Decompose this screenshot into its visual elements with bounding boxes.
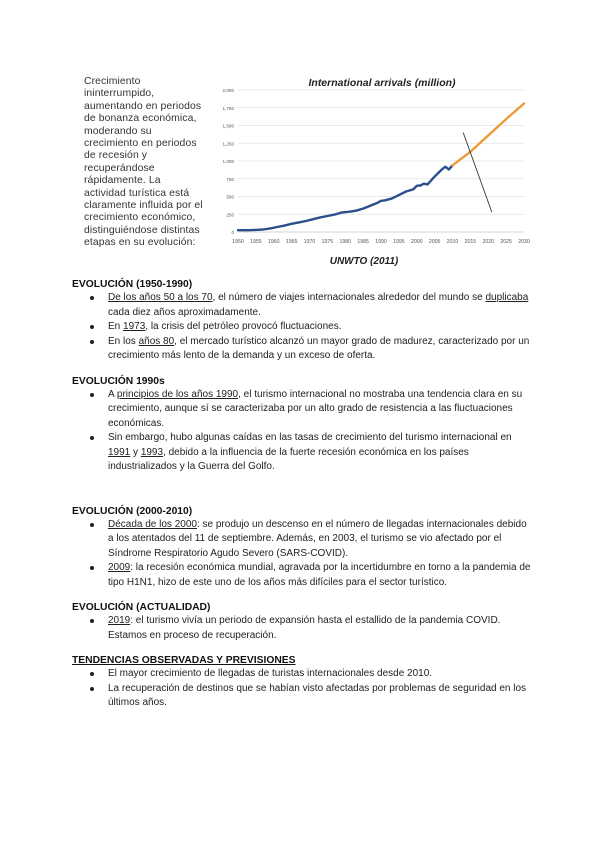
bullet-list	[72, 518, 532, 591]
x-tick-label: 1950	[232, 239, 244, 245]
section-title: EVOLUCIÓN (1950-1990)	[72, 279, 193, 290]
text-run: En	[108, 321, 124, 332]
section	[72, 601, 532, 643]
bullet-icon	[90, 325, 94, 329]
list-item	[72, 614, 532, 643]
x-tick-label: 1965	[285, 239, 298, 245]
bullet-icon	[90, 436, 94, 440]
underlined-text: 2009	[108, 562, 131, 573]
x-tick-label: 2010	[446, 239, 459, 245]
text-run: : la recesión económica mundial, agravada por la incertidumbre en torno a la pandemia de tipo H1N1, hizo de este uno de los años más difíciles para el sector turístico.	[108, 562, 531, 588]
bullet-icon	[90, 687, 94, 691]
underlined-text: 2019	[108, 615, 131, 626]
list-item	[72, 388, 532, 432]
international-arrivals-chart	[222, 72, 532, 270]
underlined-text: 1991	[108, 446, 131, 458]
x-tick-label: 1955	[250, 239, 262, 245]
x-tick-label: 1995	[393, 239, 405, 245]
y-tick-label: 1,250	[222, 141, 234, 147]
intro-line: claramente influida por el	[84, 200, 203, 212]
y-tick-label: 2,000	[222, 88, 234, 93]
x-tick-label: 2020	[482, 239, 495, 245]
bullet-list	[72, 388, 532, 475]
x-tick-label: 1990	[375, 239, 387, 245]
chart-title: International arrivals (million)	[308, 77, 456, 89]
intro-paragraph	[84, 76, 234, 250]
intro-line: actividad turística está	[84, 187, 190, 199]
text-run: , la crisis del petróleo provocó fluctuaciones.	[145, 321, 342, 332]
section-title: EVOLUCIÓN (ACTUALIDAD)	[72, 602, 211, 613]
bullet-icon	[90, 619, 94, 623]
x-tick-label: 2005	[428, 239, 441, 245]
y-tick-label: 1,750	[222, 105, 234, 111]
y-tick-label: 0	[231, 230, 234, 235]
underlined-text: 1993	[140, 446, 164, 458]
bullet-icon	[90, 393, 94, 397]
intro-line: crecimiento en periodos	[84, 138, 197, 150]
chart-source: UNWTO (2011)	[329, 256, 399, 267]
x-tick-label: 1960	[267, 239, 280, 245]
series-line-actual	[238, 165, 453, 230]
text-run: , el mercado turístico alcanzó un mayor grado de madurez, caracterizado por un crecimiento más lento de la demanda y un exceso de oferta.	[108, 335, 530, 361]
x-tick-label: 2015	[464, 239, 477, 245]
list-item	[72, 682, 532, 711]
intro-line: aumentando en periodos	[84, 100, 202, 112]
section	[72, 505, 532, 591]
bullet-list	[72, 291, 532, 364]
x-tick-label: 2030	[518, 239, 530, 245]
section	[72, 375, 532, 475]
intro-line: moderando su	[84, 125, 152, 137]
bullet-list	[72, 614, 532, 643]
list-item	[72, 320, 532, 335]
underlined-text: duplicaba	[485, 292, 529, 303]
text-run: En los	[108, 335, 139, 347]
bullet-list	[72, 667, 532, 711]
text-run: Sin embargo, hubo algunas caídas en las tasas de crecimiento del turismo internacional en	[108, 432, 512, 443]
intro-line: de recesión y	[84, 150, 148, 162]
y-tick-label: 1,500	[222, 123, 234, 129]
list-item	[72, 335, 532, 364]
x-tick-label: 2000	[410, 239, 423, 245]
text-run: El mayor crecimiento de llegadas de turistas internacionales desde 2010.	[108, 668, 433, 679]
y-tick-label: 500	[226, 194, 234, 200]
text-run: y	[130, 446, 141, 458]
section-title: EVOLUCIÓN 1990s	[72, 375, 165, 387]
list-item	[72, 561, 532, 590]
bullet-icon	[90, 566, 94, 570]
bullet-icon	[90, 340, 94, 344]
bullet-icon	[90, 523, 94, 527]
text-run: : el turismo vivía un periodo de expansión hasta el estallido de la pandemia COVID. Estamos en proceso de recuperación.	[108, 615, 501, 641]
text-run: La recuperación de destinos que se habían visto afectadas por problemas de seguridad en los últimos años.	[108, 682, 527, 708]
list-item	[72, 431, 532, 475]
text-run: , el turismo internacional no mostraba una tendencia clara en su crecimiento, aunque sí se caracterizaba por un alto grado de resistencia a las fluctuaciones económicas.	[108, 388, 523, 429]
x-tick-label: 1975	[321, 239, 334, 245]
document-body	[72, 278, 532, 711]
underlined-text: De los años 50 a los 70	[108, 292, 213, 303]
list-item	[72, 518, 532, 562]
y-tick-label: 750	[226, 176, 234, 182]
intro-line: distinguiéndose distintas	[84, 224, 200, 236]
intro-line: crecimiento económico,	[84, 212, 196, 224]
series-line-forecast	[453, 104, 525, 166]
intro-line: Crecimiento	[84, 76, 141, 87]
x-tick-label: 1980	[339, 239, 352, 245]
intro-line: rápidamente. La	[84, 175, 161, 187]
text-run: , debido a la influencia de la fuerte recesión económica en los países industrializados y la Guerra del Golfo.	[108, 446, 469, 472]
intro-line: recuperándose	[84, 162, 155, 174]
section	[72, 654, 532, 711]
underlined-text: 1973	[123, 321, 146, 332]
text-run: cada diez años aproximadamente.	[108, 306, 261, 318]
section-title: TENDENCIAS OBSERVADAS Y PREVISIONES	[72, 655, 296, 666]
list-item	[72, 667, 532, 682]
x-tick-label: 1970	[303, 239, 316, 245]
list-item	[72, 291, 532, 320]
underlined-text: años 80	[138, 335, 175, 347]
bullet-icon	[90, 672, 94, 676]
intro-line: etapas en su evolución:	[84, 237, 196, 249]
text-run: A	[108, 388, 117, 400]
underlined-text: Década de los 2000	[108, 518, 197, 530]
x-tick-label: 2025	[500, 239, 512, 245]
section-title: EVOLUCIÓN (2000-2010)	[72, 505, 193, 517]
section	[72, 278, 532, 364]
intro-line: de bonanza económica,	[84, 113, 197, 125]
underlined-text: principios de los años 1990	[116, 388, 239, 400]
text-run: , el número de viajes internacionales alrededor del mundo se	[212, 292, 486, 303]
x-tick-label: 1985	[357, 239, 369, 245]
y-tick-label: 1,000	[222, 159, 234, 164]
y-tick-label: 250	[226, 212, 234, 218]
intro-line: ininterrumpido,	[84, 88, 155, 100]
bullet-icon	[90, 296, 94, 300]
text-run: : se produjo un descenso en el número de llegadas internacionales debido a los atentados del 11 de septiembre. Además, en 2003, el turismo se vio afectado por el Síndrome Respiratorio Agudo Severo (SARS-COVID).	[108, 518, 527, 559]
